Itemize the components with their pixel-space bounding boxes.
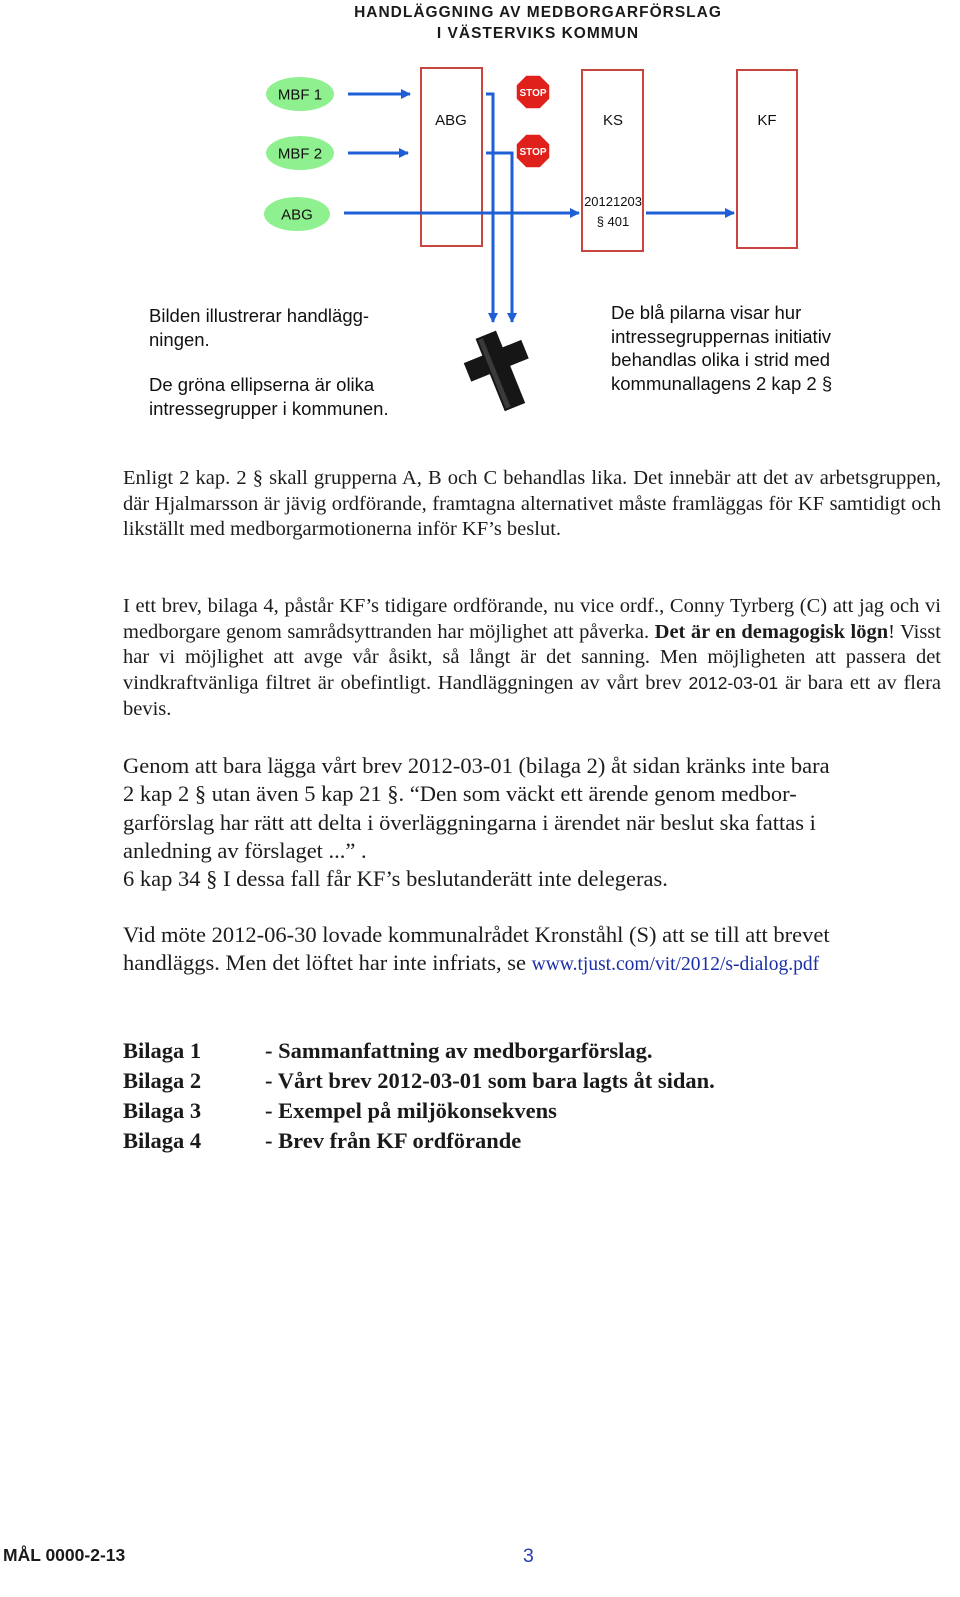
svg-text:STOP: STOP: [519, 147, 547, 158]
box-abg-label: ABG: [435, 112, 467, 129]
decision-paragraph: § 401: [596, 214, 630, 229]
appendix-row: [123, 1036, 652, 1066]
arrow-down-1: [486, 94, 493, 322]
ellipse-mbf2: [266, 136, 334, 170]
cross-icon: [457, 323, 544, 419]
page-number: 3: [523, 1545, 534, 1567]
paragraph-3: [123, 752, 941, 893]
ellipse-abg: [264, 197, 330, 231]
appendix-value: - Exempel på miljökonsekvens: [265, 1098, 557, 1123]
paragraph-3-line: garförslag har rätt att delta i överläggningarna i ärendet när beslut ska fattas i: [123, 809, 816, 835]
caption-right-line: kommunallagens 2 kap 2 §: [611, 372, 833, 394]
ellipse-mbf1: [266, 77, 334, 111]
decision-date: 20121203: [584, 194, 642, 209]
stop-sign-icon: [516, 75, 550, 109]
ellipse-mbf2-label: MBF 2: [277, 145, 323, 163]
paragraph-3-line: Genom att bara lägga vårt brev 2012-03-01 (bilaga 2) åt sidan kränks inte bara: [123, 753, 830, 778]
svg-text:STOP: STOP: [519, 88, 547, 99]
paragraph-4-text: handläggs. Men det löftet har inte infriats, se: [123, 950, 532, 976]
paragraph-1: Enligt 2 kap. 2 § skall grupperna A, B och C behandlas lika. Det innebär att det av arbetsgruppen, där Hjalmarsson är jävig ordförande, framtagna alternativet måste framläggas för KF samtidigt och likställt med medborgarmotionerna inför KF’s beslut.: [123, 467, 941, 541]
paragraph-4-line: [123, 949, 941, 979]
box-ks: [582, 70, 643, 251]
caption-left-line: intressegrupper i kommunen.: [149, 397, 389, 419]
paragraph-2-text: I ett brev, bilaga 4, påstår KF’s tidigare ordförande, nu vice ordf., Conny Tyrberg (C) att jag och vi medborgare genom samrådsyttranden har möjlighet att påverka.: [123, 595, 941, 643]
caption-right-line: De blå pilarna visar hur: [611, 302, 802, 323]
paragraph-3-line: 2 kap 2 § utan även 5 kap 21 §. “Den som väckt ett ärende genom medbor-: [123, 781, 797, 807]
footer-document-code: MÅL 0000-2-13: [3, 1545, 126, 1565]
caption-right: [611, 301, 911, 395]
caption-left-line: Bilden illustrerar handlägg-: [149, 305, 370, 326]
paragraph-3-line: 6 kap 34 § I dessa fall får KF’s beslutanderätt inte delegeras.: [123, 866, 668, 892]
stop-sign-icon: [516, 134, 550, 168]
box-kf: [737, 70, 797, 248]
appendix-key: Bilaga 2: [123, 1068, 202, 1093]
appendix-row: [123, 1126, 521, 1156]
appendix-key: Bilaga 3: [123, 1098, 202, 1123]
appendix-key: Bilaga 1: [123, 1038, 202, 1063]
caption-right-line: intressegruppernas initiativ: [611, 325, 832, 347]
arrow-down-2: [486, 153, 512, 322]
box-abg: [421, 68, 482, 246]
appendix-key: Bilaga 4: [123, 1128, 202, 1153]
paragraph-4-line: Vid möte 2012-06-30 lovade kommunalrådet Kronståhl (S) att se till att brevet: [123, 922, 830, 947]
paragraph-2: [123, 594, 941, 723]
title-line-1: HANDLÄGGNING AV MEDBORGARFÖRSLAG: [354, 4, 722, 21]
paragraph-2-emphasis: Det är en demagogisk lögn: [654, 620, 889, 643]
paragraph-2-date: 2012-03-01: [688, 673, 779, 694]
appendix-row: [123, 1096, 557, 1126]
box-ks-label: KS: [602, 112, 624, 129]
dialog-pdf-link[interactable]: www.tjust.com/vit/2012/s-dialog.pdf: [531, 954, 820, 976]
title-line-2: I VÄSTERVIKS KOMMUN: [436, 25, 640, 42]
appendix-value: - Sammanfattning av medborgarförslag.: [265, 1038, 653, 1063]
paragraph-3-line: anledning av förslaget ...” .: [123, 837, 367, 863]
appendix-value: - Brev från KF ordförande: [265, 1128, 522, 1153]
box-kf-label: KF: [757, 112, 777, 129]
ellipse-mbf1-label: MBF 1: [277, 86, 323, 104]
appendix-row: [123, 1066, 715, 1096]
caption-left: [149, 304, 439, 420]
ellipse-abg-label: ABG: [281, 206, 313, 224]
caption-right-line: behandlas olika i strid med: [611, 349, 831, 370]
caption-left-line: De gröna ellipserna är olika: [149, 374, 375, 395]
caption-left-line: ningen.: [149, 328, 210, 350]
paragraph-4: [123, 921, 941, 980]
paragraph-2-text: ! Visst har vi möjlighet att avge vår åsikt, så långt är det sanning. Men möjligheten att passera det vindkraftvänliga filtret är obefintligt. Handläggningen av vårt brev: [123, 620, 941, 695]
paragraph-2-text: är bara ett av flera bevis.: [123, 672, 941, 720]
appendix-value: - Vårt brev 2012-03-01 som bara lagts åt sidan.: [265, 1068, 715, 1093]
